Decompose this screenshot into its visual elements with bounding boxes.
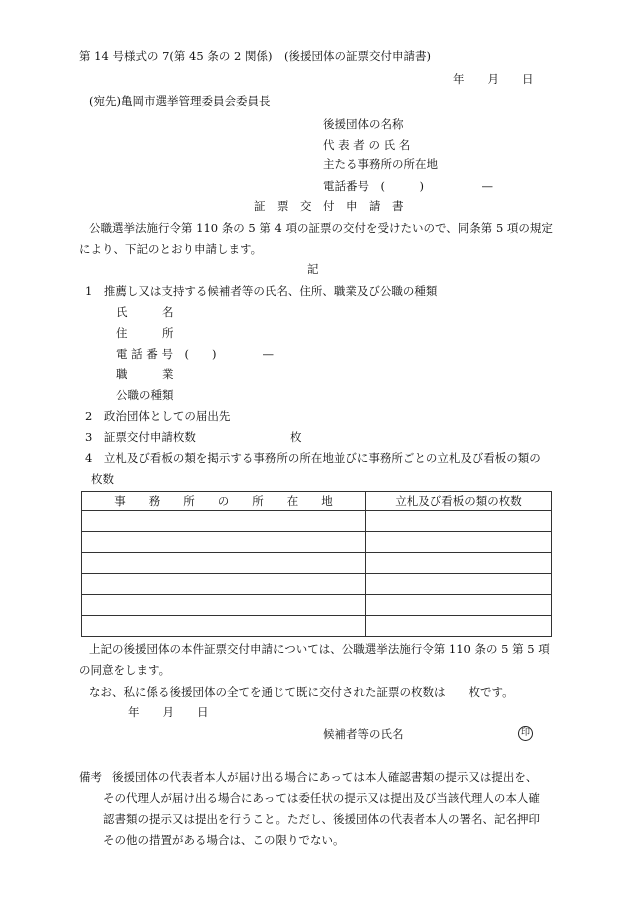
table-row bbox=[82, 532, 552, 553]
sign-count-cell[interactable] bbox=[366, 511, 552, 532]
applicant-rep-name-label: 代 表 者 の 氏 名 bbox=[323, 138, 411, 152]
office-signs-table bbox=[81, 491, 552, 637]
notes-line-1: 後援団体の代表者本人が届け出る場合にあっては本人確認書類の提示又は提出を、 bbox=[112, 770, 538, 784]
item1-field-address: 住 所 bbox=[116, 326, 174, 340]
item3-unit: 枚 bbox=[290, 430, 302, 444]
office-location-cell[interactable] bbox=[82, 595, 366, 616]
item1-field-phone: 電 話 番 号 ( ) — bbox=[116, 347, 274, 361]
office-location-cell[interactable] bbox=[82, 616, 366, 637]
sign-count-cell[interactable] bbox=[366, 595, 552, 616]
table-row bbox=[82, 553, 552, 574]
office-location-cell[interactable] bbox=[82, 574, 366, 595]
sign-count-cell[interactable] bbox=[366, 574, 552, 595]
office-location-cell[interactable] bbox=[82, 553, 366, 574]
table-header-office-location: 事 務 所 の 所 在 地 bbox=[82, 492, 366, 511]
form-number: 第 14 号様式の 7(第 45 条の 2 関係) (後援団体の証票交付申請書) bbox=[79, 49, 431, 63]
notes-line-3: 認書類の提示又は提出を行うこと。ただし、後援団体の代表者本人の署名、記名押印 bbox=[103, 812, 540, 826]
intro-line-2: により、下記のとおり申請します。 bbox=[79, 242, 263, 256]
table-row bbox=[82, 616, 552, 637]
consent-date: 年 月 日 bbox=[128, 705, 209, 719]
applicant-phone-label: 電話番号 ( ) — bbox=[323, 179, 493, 193]
item1-field-occupation: 職 業 bbox=[116, 367, 174, 381]
notes-line-2: その代理人が届け出る場合にあっては委任状の提示又は提出及び当該代理人の本人確 bbox=[103, 791, 540, 805]
applicant-office-address-label: 主たる事務所の所在地 bbox=[323, 157, 438, 171]
table-row bbox=[82, 511, 552, 532]
seal-mark: 印 bbox=[518, 726, 533, 741]
table-header-sign-count: 立札及び看板の類の枚数 bbox=[366, 492, 552, 511]
table-row bbox=[82, 574, 552, 595]
application-date: 年 月 日 bbox=[453, 72, 534, 86]
document-title: 証 票 交 付 申 請 書 bbox=[254, 199, 404, 213]
item2-label: 2 政治団体としての届出先 bbox=[85, 409, 231, 423]
candidate-name-label: 候補者等の氏名 bbox=[323, 727, 404, 741]
consent-line-3: なお、私に係る後援団体の全てを通じて既に交付された証票の枚数は 枚です。 bbox=[89, 685, 514, 699]
consent-line-1: 上記の後援団体の本件証票交付申請については、公職選挙法施行令第 110 条の 5 第 5 項 bbox=[89, 642, 550, 656]
notes-label: 備考 bbox=[79, 770, 102, 784]
table-header-row bbox=[82, 492, 552, 511]
item1-field-name: 氏 名 bbox=[116, 305, 174, 319]
office-location-cell[interactable] bbox=[82, 532, 366, 553]
office-location-cell[interactable] bbox=[82, 511, 366, 532]
ki-heading: 記 bbox=[307, 262, 319, 276]
sign-count-cell[interactable] bbox=[366, 553, 552, 574]
sign-count-cell[interactable] bbox=[366, 532, 552, 553]
addressee: (宛先)亀岡市選挙管理委員会委員長 bbox=[89, 94, 271, 108]
item3-label: 3 証票交付申請枚数 bbox=[85, 430, 196, 444]
item4-line-1: 4 立札及び看板の類を掲示する事務所の所在地並びに事務所ごとの立札及び看板の類の bbox=[85, 451, 541, 465]
sign-count-cell[interactable] bbox=[366, 616, 552, 637]
item4-line-2: 枚数 bbox=[91, 472, 114, 486]
table-row bbox=[82, 595, 552, 616]
consent-line-2: の同意をします。 bbox=[79, 663, 171, 677]
notes-line-4: その他の措置がある場合は、この限りでない。 bbox=[103, 833, 345, 847]
item1-label: 1 推薦し又は支持する候補者等の氏名、住所、職業及び公職の種類 bbox=[85, 284, 438, 298]
item1-field-office-type: 公職の種類 bbox=[116, 388, 174, 402]
intro-line-1: 公職選挙法施行令第 110 条の 5 第 4 項の証票の交付を受けたいので、同条第 5 項の規定 bbox=[89, 221, 553, 235]
applicant-org-name-label: 後援団体の名称 bbox=[323, 117, 404, 131]
